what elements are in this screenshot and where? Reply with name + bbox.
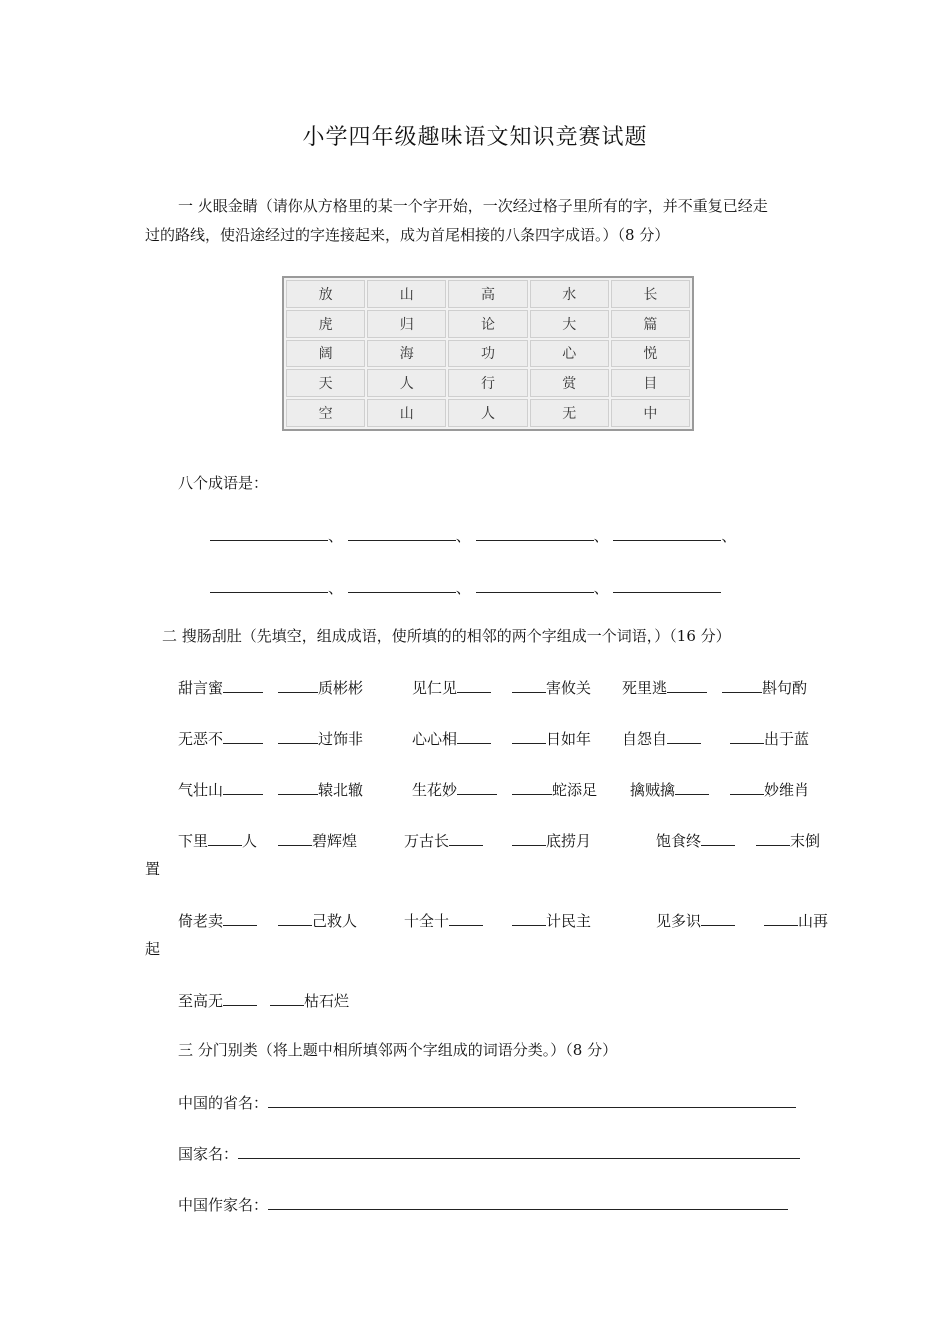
fill-item: 山再 <box>764 909 828 931</box>
fill-item: 过饰非 <box>278 727 363 749</box>
grid-cell: 行 <box>448 369 527 397</box>
fill-blank[interactable] <box>278 676 318 693</box>
grid-cell: 虎 <box>286 310 365 338</box>
fill-blank[interactable] <box>457 676 491 693</box>
fill-item: 倚老卖 <box>178 909 257 931</box>
fill-blank[interactable] <box>512 829 546 846</box>
grid-cell: 归 <box>367 310 446 338</box>
fill-blank[interactable] <box>223 909 257 926</box>
grid-cell: 山 <box>367 399 446 427</box>
fill-blank[interactable] <box>512 727 546 744</box>
fill-wrap-text: 置 <box>145 860 161 878</box>
fill-blank[interactable] <box>223 989 257 1006</box>
answer-blank[interactable] <box>348 524 456 541</box>
fill-blank[interactable] <box>512 909 546 926</box>
separator: 、 <box>455 527 471 545</box>
fill-blank[interactable] <box>449 909 483 926</box>
fill-blank[interactable] <box>730 778 764 795</box>
category-input-blank[interactable] <box>238 1142 800 1159</box>
fill-blank[interactable] <box>270 989 304 1006</box>
fill-blank[interactable] <box>701 909 735 926</box>
separator: 、 <box>593 527 609 545</box>
answer-blank[interactable] <box>613 524 721 541</box>
fill-blank[interactable] <box>764 909 798 926</box>
fill-blank[interactable] <box>512 778 552 795</box>
grid-cell: 长 <box>611 280 690 308</box>
fill-item: 质彬彬 <box>278 676 363 698</box>
fill-item: 计民主 <box>512 909 591 931</box>
fill-item: 底捞月 <box>512 829 591 851</box>
category-input-blank[interactable] <box>268 1091 796 1108</box>
answer-blank[interactable] <box>476 576 594 593</box>
grid-cell: 阔 <box>286 340 365 368</box>
grid-cell: 山 <box>367 280 446 308</box>
fill-item: 无恶不 <box>178 727 263 749</box>
category-row-province: 中国的省名： <box>178 1091 796 1113</box>
grid-cell: 高 <box>448 280 527 308</box>
fill-item: 心心相 <box>412 727 491 749</box>
fill-item: 蛇添足 <box>512 778 597 800</box>
fill-blank[interactable] <box>223 778 263 795</box>
section1-instruction-line2: 过的路线，使沿途经过的字连接起来，成为首尾相接的八条四字成语。）（8 分） <box>145 226 670 244</box>
fill-blank[interactable] <box>449 829 483 846</box>
fill-item: 己救人 <box>278 909 357 931</box>
fill-wrap-text: 起 <box>145 940 161 958</box>
fill-blank[interactable] <box>457 727 491 744</box>
fill-item: 见仁见 <box>412 676 491 698</box>
fill-item: 日如年 <box>512 727 591 749</box>
grid-cell: 人 <box>448 399 527 427</box>
idiom-answer-row-1 <box>210 523 736 549</box>
section3-heading: 三 分门别类（将上题中相所填邻两个字组成的词语分类。）（8 分） <box>178 1041 618 1059</box>
separator: 、 <box>593 579 609 597</box>
separator: 、 <box>328 527 344 545</box>
fill-item: 万古长 <box>404 829 483 851</box>
fill-item: 碧辉煌 <box>278 829 357 851</box>
fill-item: 斟句酌 <box>722 676 807 698</box>
answer-blank[interactable] <box>476 524 594 541</box>
category-row-country: 国家名： <box>178 1142 800 1164</box>
fill-blank[interactable] <box>208 829 242 846</box>
fill-blank[interactable] <box>667 727 701 744</box>
section2-heading: 二 搜肠刮肚（先填空，组成成语，使所填的的相邻的两个字组成一个词语，）（16 分） <box>162 627 731 645</box>
idiom-answer-row-2 <box>210 575 721 601</box>
grid-cell: 无 <box>530 399 609 427</box>
fill-item: 末倒 <box>756 829 820 851</box>
fill-item: 甜言蜜 <box>178 676 263 698</box>
fill-blank[interactable] <box>223 676 263 693</box>
fill-blank[interactable] <box>722 676 762 693</box>
fill-blank[interactable] <box>701 829 735 846</box>
fill-blank[interactable] <box>278 778 318 795</box>
fill-blank[interactable] <box>675 778 709 795</box>
grid-cell: 大 <box>530 310 609 338</box>
fill-item: 气壮山 <box>178 778 263 800</box>
grid-cell: 水 <box>530 280 609 308</box>
fill-blank[interactable] <box>457 778 497 795</box>
grid-cell: 心 <box>530 340 609 368</box>
character-grid <box>282 276 694 431</box>
fill-blank[interactable] <box>278 727 318 744</box>
grid-cell: 功 <box>448 340 527 368</box>
answer-label: 八个成语是： <box>178 474 269 492</box>
fill-item: 饱食终 <box>656 829 735 851</box>
fill-blank[interactable] <box>223 727 263 744</box>
fill-item: 死里逃 <box>622 676 707 698</box>
fill-item: 见多识 <box>656 909 735 931</box>
fill-item: 至高无 <box>178 989 257 1011</box>
grid-cell: 天 <box>286 369 365 397</box>
category-input-blank[interactable] <box>268 1193 788 1210</box>
fill-item: 生花妙 <box>412 778 497 800</box>
section1-instruction-line1: 一 火眼金睛（请你从方格里的某一个字开始，一次经过格子里所有的字，并不重复已经走 <box>178 197 768 215</box>
separator: 、 <box>721 527 737 545</box>
separator: 、 <box>328 579 344 597</box>
grid-cell: 放 <box>286 280 365 308</box>
fill-item: 害攸关 <box>512 676 591 698</box>
category-row-author: 中国作家名： <box>178 1193 788 1215</box>
answer-blank[interactable] <box>210 524 328 541</box>
grid-cell: 海 <box>367 340 446 368</box>
grid-cell: 篇 <box>611 310 690 338</box>
separator: 、 <box>455 579 471 597</box>
fill-blank[interactable] <box>278 909 312 926</box>
grid-cell: 目 <box>611 369 690 397</box>
fill-item: 下里 人 <box>178 829 257 851</box>
grid-cell: 空 <box>286 399 365 427</box>
fill-item: 自怨自 <box>622 727 701 749</box>
grid-cell: 赏 <box>530 369 609 397</box>
fill-blank[interactable] <box>730 727 764 744</box>
answer-blank[interactable] <box>613 576 721 593</box>
page-title: 小学四年级趣味语文知识竞赛试题 <box>302 125 648 150</box>
fill-item: 妙维肖 <box>730 778 809 800</box>
grid-cell: 人 <box>367 369 446 397</box>
fill-item: 擒贼擒 <box>630 778 709 800</box>
fill-blank[interactable] <box>278 829 312 846</box>
fill-item: 枯石烂 <box>270 989 349 1011</box>
answer-blank[interactable] <box>210 576 328 593</box>
fill-blank[interactable] <box>667 676 707 693</box>
fill-blank[interactable] <box>512 676 546 693</box>
fill-item: 辕北辙 <box>278 778 363 800</box>
fill-item: 出于蓝 <box>730 727 809 749</box>
fill-item: 十全十 <box>404 909 483 931</box>
answer-blank[interactable] <box>348 576 456 593</box>
grid-cell: 论 <box>448 310 527 338</box>
fill-blank[interactable] <box>756 829 790 846</box>
grid-cell: 中 <box>611 399 690 427</box>
grid-cell: 悦 <box>611 340 690 368</box>
